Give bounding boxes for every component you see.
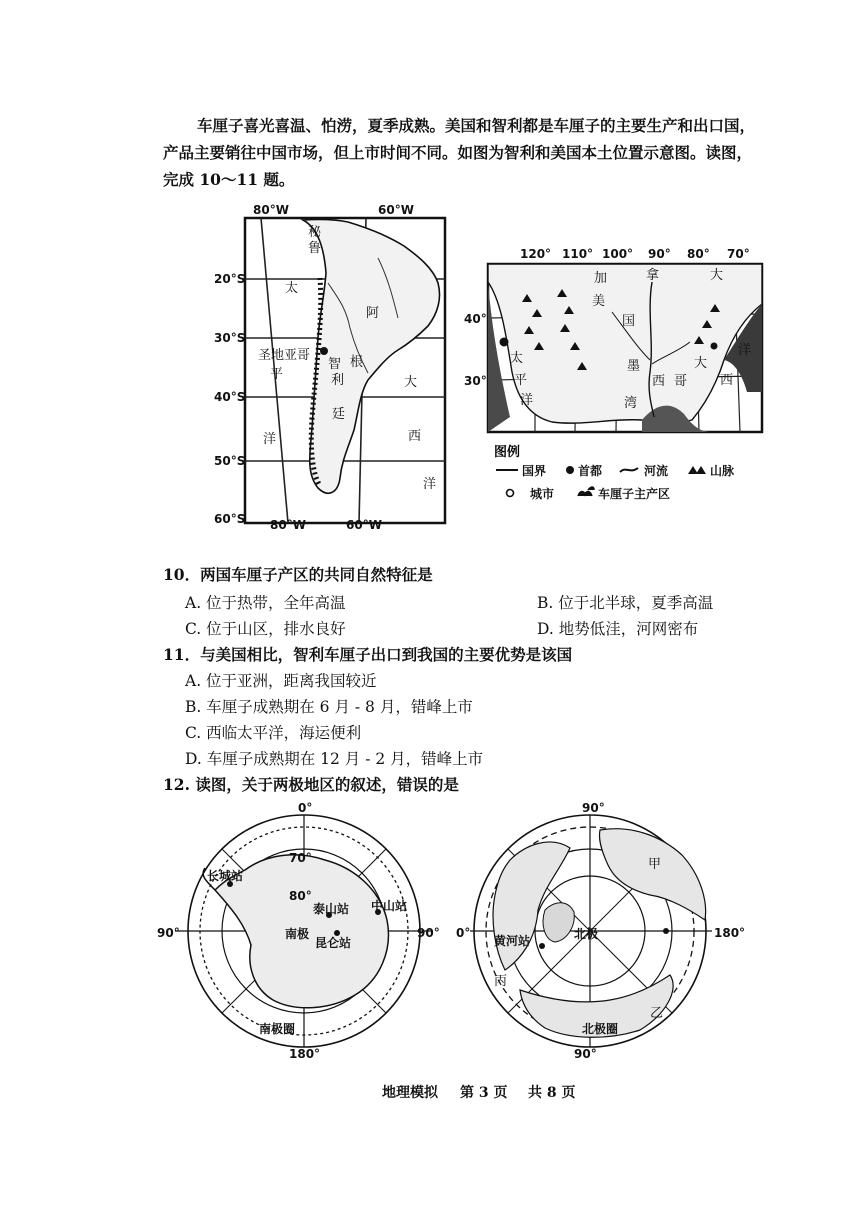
lon-label: 0° [456,926,471,940]
lon-label: 60°W [378,203,414,217]
station-label: 泰山站 [313,902,350,916]
map-label: 大 [404,375,418,390]
marker-label: 丙 [494,974,508,989]
lon-label: 180° [714,926,746,940]
question-10-option-b[interactable]: B. 位于北半球，夏季高温 [537,594,714,612]
lon-label: 60°W [346,518,382,532]
legend-item: 山脉 [710,464,735,478]
mountain-icon [688,466,706,474]
pole-label: 北极 [574,927,599,941]
south-pole-map [155,800,445,1065]
map-label: 国 [622,314,636,329]
santiago-capital-marker [320,347,328,355]
station-label: 黄河站 [494,934,531,948]
map-label: 加 [594,271,608,286]
intro-paragraph [163,112,803,193]
lat-label: 40°S [214,390,246,404]
question-10-stem: 10．两国车厘子产区的共同自然特征是 [163,565,433,584]
map-label: 湾 [624,396,638,411]
station-label: 中山站 [371,899,408,913]
map-label: 廷 [332,407,346,422]
footer-total: 共 8 页 [528,1085,576,1101]
lon-label: 0° [298,801,313,815]
map-label: 拿 [646,268,660,283]
lon-label: 80°W [270,518,306,532]
lat-label: 60°S [214,512,246,526]
map-label: 根 [350,355,364,370]
map-label: 洋 [423,477,437,492]
map-label: 平 [270,367,284,382]
map-label: 太 [510,351,524,366]
circle-label: 南极圈 [259,1022,296,1036]
lon-label: 70° [727,247,750,261]
question-10-option-d[interactable]: D. 地势低洼，河网密布 [537,620,699,638]
lon-label: 80° [687,247,710,261]
legend-item: 河流 [644,464,669,478]
marker-label: 乙 [650,1006,664,1021]
capital-label: 圣地亚哥 [258,348,311,363]
lat-label: 50°S [214,454,246,468]
lat-label: 40° [464,312,487,326]
question-10-option-c[interactable]: C. 位于山区，排水良好 [185,620,346,638]
intro-line-1: 车厘子喜光喜温、怕涝，夏季成熟。美国和智利都是车厘子的主要生产和出口国， [197,116,756,135]
map-label: 大 [710,268,724,283]
map-label: 美 [592,294,606,309]
legend-item: 城市 [530,487,555,501]
legend-item: 车厘子主产区 [598,487,671,501]
washington-capital-marker [711,343,718,350]
cherry-region-icon [578,487,594,496]
intro-line-2: 产品主要销往中国市场，但上市时间不同。如图为智利和美国本土位置示意图。读图， [163,143,753,162]
map-label: 哥 [674,374,688,389]
footer-page: 第 3 页 [460,1085,508,1101]
lon-label: 120° [520,247,552,261]
map-label: 西 [720,373,734,388]
lat-label: 70° [289,851,312,865]
city-icon [507,490,514,497]
legend-title: 图例 [494,445,521,460]
lat-label: 30° [464,374,487,388]
capital-dot-icon [566,466,574,474]
legend-item: 首都 [578,464,603,478]
chile-map [214,198,460,533]
map-label: 西 [652,374,666,389]
question-11-stem: 11．与美国相比，智利车厘子出口到我国的主要优势是该国 [163,645,573,664]
map-label: 大 [694,356,708,371]
north-pole-map [450,800,750,1065]
question-11-option-d[interactable]: D. 车厘子成熟期在 12 月 - 2 月，错峰上市 [185,750,484,768]
map-label: 墨 [627,359,641,374]
cherry-region-marker [500,338,509,347]
map-label: 阿 [366,306,380,321]
river-icon [620,468,638,472]
map-label: 智 [328,357,342,372]
lon-label: 90° [582,801,605,815]
lon-label: 80°W [253,203,289,217]
lon-label: 100° [602,247,634,261]
map-legend [488,438,788,504]
map-label: 洋 [520,393,534,408]
map-label: 太 [285,281,299,296]
marker-label: 甲 [648,857,662,872]
lon-label: 90° [157,926,180,940]
lat-label: 80° [289,889,312,903]
map-label: 西 [408,429,422,444]
pole-area-marker [663,928,669,934]
question-11-option-c[interactable]: C. 西临太平洋，海运便利 [185,724,362,742]
legend-item: 国界 [522,464,547,478]
question-10-option-a[interactable]: A. 位于热带，全年高温 [185,594,346,612]
lon-label: 90° [648,247,671,261]
question-11-option-a[interactable]: A. 位于亚洲，距离我国较近 [185,672,377,690]
intro-line-3: 完成 10～11 题。 [163,170,295,189]
station-label: 昆仑站 [315,936,352,950]
map-label: 鲁 [308,241,322,256]
lon-label: 90° [417,926,440,940]
map-label: 洋 [263,432,277,447]
map-label: 秘 [308,225,322,240]
question-11-option-b[interactable]: B. 车厘子成熟期在 6 月 - 8 月，错峰上市 [185,698,473,716]
footer-subject: 地理模拟 [382,1085,438,1101]
map-label: 洋 [738,343,752,358]
question-12-stem: 12. 读图，关于两极地区的叙述，错误的是 [163,775,459,794]
lon-label: 90° [574,1047,597,1061]
map-label: 平 [514,373,528,388]
station-label: 长城站 [207,869,244,883]
yellow-river-station-marker [539,943,545,949]
lon-label: 180° [289,1047,321,1061]
lat-label: 20°S [214,272,246,286]
map-label: 利 [331,373,345,388]
lon-label: 110° [562,247,594,261]
circle-label: 北极圈 [582,1022,619,1036]
pole-label: 南极 [285,927,310,941]
lat-label: 30°S [214,331,246,345]
